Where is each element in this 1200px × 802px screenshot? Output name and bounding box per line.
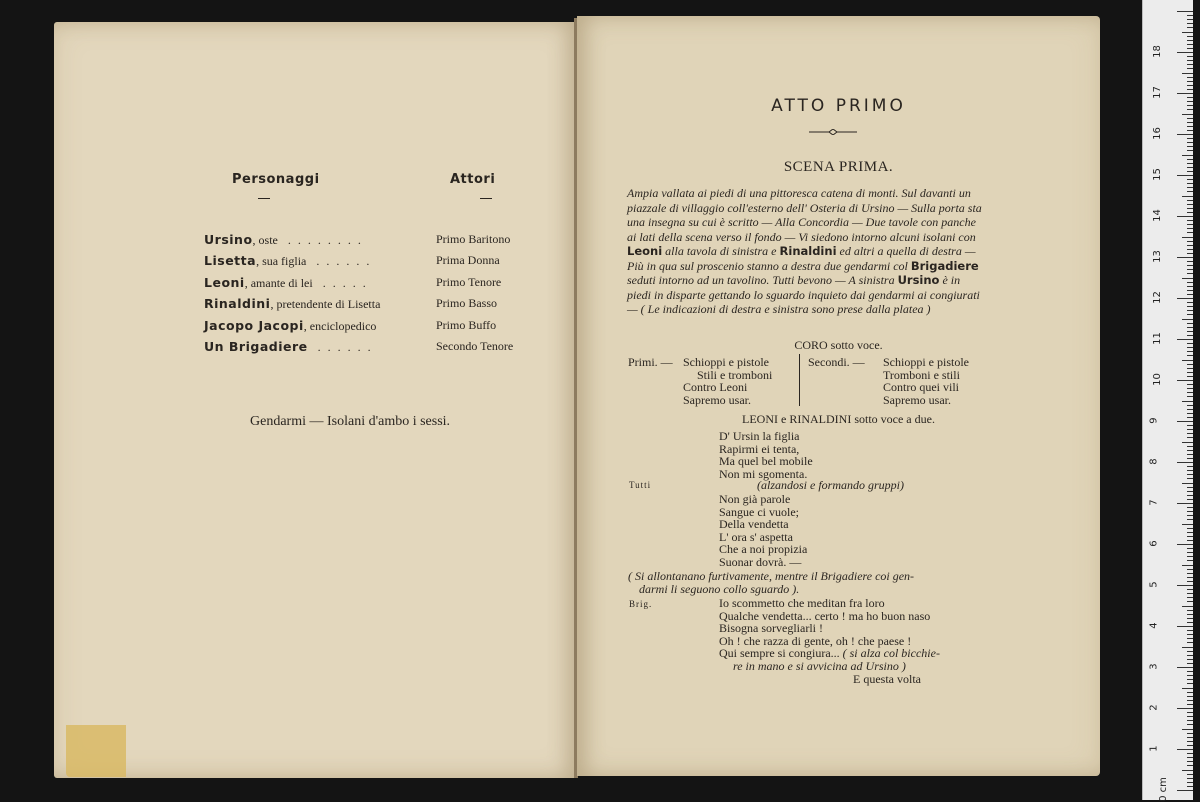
cast-role: Rinaldini (204, 296, 271, 311)
ruler-tick (1177, 216, 1193, 217)
verse-line: Oh ! che razza di gente, oh ! che paese ! (719, 633, 912, 648)
ruler-tick (1187, 593, 1193, 594)
ruler-tick (1187, 655, 1193, 656)
tutti-direction: (alzandosi e formando gruppi) (757, 478, 904, 492)
ruler-tick (1187, 306, 1193, 307)
ruler-tick (1182, 196, 1193, 197)
ruler-tick (1182, 401, 1193, 402)
ruler-tick (1187, 89, 1193, 90)
ruler-tick (1187, 454, 1193, 455)
coro-heading: CORO sotto voce. (794, 338, 883, 352)
ruler-tick (1187, 355, 1193, 356)
ruler-tick (1187, 64, 1193, 65)
ruler-tick (1187, 601, 1193, 602)
ruler-tick (1187, 757, 1193, 758)
cast-description: , enciclopedico (303, 319, 377, 333)
ruler-tick (1182, 442, 1193, 443)
ruler-tick (1182, 73, 1193, 74)
ruler-tick (1177, 749, 1193, 750)
ruler-tick (1187, 581, 1193, 582)
ruler-tick (1182, 606, 1193, 607)
ruler-tick (1187, 343, 1193, 344)
ruler-tick (1177, 667, 1193, 668)
ruler-tick (1187, 179, 1193, 180)
ruler-tick (1187, 663, 1193, 664)
ruler-tick (1187, 122, 1193, 123)
ruler-tick (1187, 733, 1193, 734)
ruler-tick (1182, 278, 1193, 279)
ruler-tick (1182, 32, 1193, 33)
ruler-tick (1187, 200, 1193, 201)
ruler-tick (1187, 573, 1193, 574)
ruler-tick (1182, 688, 1193, 689)
ruler-tick (1187, 540, 1193, 541)
ruler-tick (1187, 778, 1193, 779)
ruler-tick (1187, 741, 1193, 742)
cast-description: , pretendente di Lisetta (270, 297, 381, 311)
ruler-tick (1187, 56, 1193, 57)
primi-label: Primi. — (628, 355, 673, 369)
ruler-tick (1187, 130, 1193, 131)
ruler-tick (1187, 208, 1193, 209)
ruler-number: 0 cm (1157, 777, 1169, 802)
ruler-tick (1187, 761, 1193, 762)
ruler-tick (1187, 261, 1193, 262)
stage-direction-2: ( Si allontanano furtivamente, mentre il Brigadiere coi gen- (628, 569, 915, 583)
verse-line: E questa volta (853, 671, 921, 686)
verse-direction: re in mano e si avvicina ad Ursino ) (733, 658, 906, 673)
ruler-tick (1187, 294, 1193, 295)
ruler-tick (1187, 204, 1193, 205)
ruler-tick (1187, 589, 1193, 590)
ruler-tick (1187, 495, 1193, 496)
ruler-tick (1187, 241, 1193, 242)
stage-direction-2b: darmi li seguono collo sguardo ). (639, 582, 800, 596)
brig-label: Brig. (629, 599, 653, 609)
ruler-tick (1187, 191, 1193, 192)
ruler-tick (1187, 249, 1193, 250)
verse-text: Qui sempre si congiura... (719, 646, 843, 661)
ruler-number: 9 (1148, 417, 1160, 424)
ruler-tick (1182, 237, 1193, 238)
ruler-tick (1177, 626, 1193, 627)
ruler-tick (1187, 429, 1193, 430)
ruler-tick (1187, 44, 1193, 45)
leoni-rinaldini-heading: LEONI e RINALDINI sotto voce a due. (742, 412, 935, 426)
column-separator (799, 354, 800, 406)
ruler-tick (1187, 700, 1193, 701)
ruler-tick (1182, 155, 1193, 156)
ruler-tick (1177, 11, 1193, 12)
verse-line: Contro quei vili (883, 380, 959, 395)
verse-line: D' Ursin la figlia (719, 429, 800, 443)
ruler-number: 6 (1148, 540, 1160, 547)
ruler-tick (1177, 298, 1193, 299)
ruler-tick (1177, 708, 1193, 709)
ruler-tick (1187, 450, 1193, 451)
ruler-tick (1187, 290, 1193, 291)
ruler-tick (1187, 388, 1193, 389)
ruler-tick (1187, 446, 1193, 447)
ruler-number: 18 (1151, 45, 1163, 58)
ruler-tick (1187, 405, 1193, 406)
ruler-tick (1187, 368, 1193, 369)
ruler-tick (1182, 565, 1193, 566)
cast-description: , sua figlia (256, 254, 307, 268)
ruler-tick (1187, 97, 1193, 98)
ruler-tick (1187, 81, 1193, 82)
ruler-tick (1187, 159, 1193, 160)
verse-line: Contro Leoni (683, 380, 748, 395)
ruler-number: 11 (1151, 332, 1163, 345)
ruler-tick (1187, 253, 1193, 254)
ruler-tick (1187, 618, 1193, 619)
cast-row (204, 253, 584, 275)
ruler-tick (1187, 40, 1193, 41)
cast-row (204, 232, 584, 254)
cast-actor: Secondo Tenore (436, 339, 514, 353)
verse-line: Non già parole (719, 492, 791, 506)
ruler-number: 15 (1151, 168, 1163, 181)
ruler-tick (1177, 93, 1193, 94)
ruler-number: 16 (1151, 127, 1163, 140)
ruler-tick (1187, 712, 1193, 713)
ruler-tick (1187, 372, 1193, 373)
ruler-tick (1187, 351, 1193, 352)
ruler-tick (1187, 536, 1193, 537)
verse-line: Sangue ci vuole; (719, 504, 799, 519)
ruler-number: 5 (1148, 581, 1160, 588)
cast-description: , oste (252, 233, 278, 247)
ruler-tick (1187, 118, 1193, 119)
ruler-tick (1187, 77, 1193, 78)
ruler-tick (1187, 692, 1193, 693)
leader-dots: . . . . . (322, 276, 368, 290)
verse-line: Della vendetta (719, 517, 789, 532)
ruler-tick (1187, 437, 1193, 438)
ruler-tick (1187, 569, 1193, 570)
ruler-tick (1187, 499, 1193, 500)
ruler-tick (1187, 507, 1193, 508)
ruler-tick (1187, 68, 1193, 69)
ruler-tick (1187, 478, 1193, 479)
verse-line: Bisogna sorvegliarli ! (719, 621, 823, 636)
ruler-tick (1187, 560, 1193, 561)
ruler-tick (1187, 528, 1193, 529)
verse-line: Qualche vendetta... certo ! ma ho buon naso (719, 608, 931, 623)
ruler-tick (1187, 36, 1193, 37)
ruler-tick (1187, 745, 1193, 746)
act-title: ATTO PRIMO (771, 96, 906, 116)
ruler-tick (1187, 171, 1193, 172)
ruler-tick (1187, 597, 1193, 598)
ruler-tick (1187, 774, 1193, 775)
ruler-tick (1187, 138, 1193, 139)
ruler-tick (1187, 331, 1193, 332)
verse-line: Suonar dovrà. — (719, 554, 802, 569)
verse-direction: ( si alza col bicchie- (842, 646, 940, 661)
cast-actor: Primo Basso (436, 296, 498, 310)
ruler-tick (1187, 282, 1193, 283)
secondi-verses (883, 356, 969, 406)
ruler-tick (1187, 224, 1193, 225)
ruler-tick (1187, 105, 1193, 106)
cast-actor: Primo Baritono (436, 232, 511, 246)
verse-line: Sapremo usar. (883, 392, 951, 407)
cast-role: Un Brigadiere (204, 339, 308, 354)
ruler-tick (1187, 48, 1193, 49)
ruler-tick (1187, 511, 1193, 512)
verse-line: Non mi sgomenta. (719, 466, 808, 481)
ruler-tick (1182, 483, 1193, 484)
tutti-verses (719, 493, 807, 569)
ruler-tick (1187, 704, 1193, 705)
ruler-number: 17 (1151, 86, 1163, 99)
ruler-tick (1177, 380, 1193, 381)
ruler-tick (1187, 552, 1193, 553)
ruler-tick (1187, 376, 1193, 377)
page-stain (66, 725, 126, 777)
ruler-tick (1187, 737, 1193, 738)
ruler-tick (1187, 720, 1193, 721)
ruler-tick (1187, 335, 1193, 336)
ruler-tick (1187, 101, 1193, 102)
verse-line: L' ora s' aspetta (719, 529, 793, 544)
ruler-tick (1187, 265, 1193, 266)
ruler-number: 4 (1148, 622, 1160, 629)
ruler-tick (1187, 409, 1193, 410)
cast-actor: Primo Tenore (436, 275, 502, 289)
leader-dots: . . . . . . (316, 254, 372, 268)
ruler-tick (1187, 491, 1193, 492)
ruler-tick (1187, 675, 1193, 676)
cast-role: Jacopo Jacopi (204, 318, 304, 333)
ruler-tick (1187, 269, 1193, 270)
ruler-tick (1187, 765, 1193, 766)
verse-line: Ma quel bel mobile (719, 454, 813, 469)
ruler-tick (1187, 392, 1193, 393)
ruler-tick (1187, 671, 1193, 672)
cast-actor: Primo Buffo (436, 318, 497, 332)
ruler-tick (1182, 729, 1193, 730)
ruler-tick (1187, 532, 1193, 533)
ruler-tick (1187, 60, 1193, 61)
leader-dots: . . . . . . (317, 340, 373, 354)
cast-description: , amante di lei (244, 276, 313, 290)
ruler-tick (1187, 85, 1193, 86)
ruler-tick (1187, 142, 1193, 143)
ruler-tick (1177, 585, 1193, 586)
ruler-tick (1187, 753, 1193, 754)
divider-dash (258, 198, 270, 199)
ruler-tick (1187, 556, 1193, 557)
ruler-tick (1187, 413, 1193, 414)
cast-row (204, 339, 584, 361)
primi-verses (683, 356, 772, 406)
ruler-tick (1177, 421, 1193, 422)
ruler-tick (1187, 396, 1193, 397)
cast-row (204, 296, 584, 318)
ruler-tick (1187, 716, 1193, 717)
verse-line: Stili e tromboni (697, 367, 773, 382)
ruler-tick (1177, 257, 1193, 258)
ruler-tick (1187, 163, 1193, 164)
ruler-number: 7 (1148, 499, 1160, 506)
ruler-tick (1187, 642, 1193, 643)
ruler-tick (1182, 647, 1193, 648)
ruler-tick (1187, 286, 1193, 287)
ruler-tick (1187, 458, 1193, 459)
ruler-tick (1177, 503, 1193, 504)
tutti-label: Tutti (629, 480, 652, 490)
ruler-tick (1182, 114, 1193, 115)
header-attori: Attori (450, 172, 496, 187)
ruler-tick (1187, 15, 1193, 16)
verse-line: Schioppi e pistole (883, 355, 969, 369)
extras-line: Gendarmi — Isolani d'ambo i sessi. (250, 414, 451, 429)
ruler-tick (1187, 146, 1193, 147)
ruler-tick (1187, 310, 1193, 311)
scene-title: SCENA PRIMA. (783, 159, 894, 175)
ruler-tick (1182, 319, 1193, 320)
ruler-tick (1187, 364, 1193, 365)
ruler-tick (1187, 433, 1193, 434)
ruler-tick (1187, 167, 1193, 168)
verse-line: Rapirmi ei tenta, (719, 441, 800, 456)
ruler-tick (1187, 610, 1193, 611)
ornament-divider (809, 129, 857, 135)
cast-actor: Prima Donna (436, 253, 500, 267)
ruler-tick (1187, 466, 1193, 467)
ruler-number: 14 (1151, 209, 1163, 222)
ruler-tick (1187, 232, 1193, 233)
ruler-tick (1187, 327, 1193, 328)
ruler-tick (1187, 724, 1193, 725)
ruler-tick (1187, 614, 1193, 615)
ruler-tick (1177, 790, 1193, 791)
ruler-tick (1187, 634, 1193, 635)
left-page (54, 22, 576, 778)
ruler-tick (1177, 339, 1193, 340)
ruler-tick (1187, 347, 1193, 348)
header-personaggi: Personaggi (232, 172, 320, 187)
ruler-tick (1187, 487, 1193, 488)
ruler-tick (1187, 212, 1193, 213)
ruler-tick (1187, 651, 1193, 652)
duet-verses (719, 430, 813, 480)
ruler-tick (1187, 27, 1193, 28)
ruler-tick (1187, 425, 1193, 426)
verse-line: Che a noi propizia (719, 542, 808, 557)
ruler-number: 3 (1148, 663, 1160, 670)
ruler-tick (1182, 524, 1193, 525)
ruler-number: 10 (1151, 373, 1163, 386)
ruler-number: 13 (1151, 250, 1163, 263)
cast-role: Ursino (204, 232, 253, 247)
cast-row (204, 275, 584, 297)
ruler-number: 2 (1148, 704, 1160, 711)
cast-row (204, 318, 584, 340)
ruler-tick (1187, 323, 1193, 324)
ruler-tick (1187, 220, 1193, 221)
measuring-ruler (1142, 0, 1193, 800)
right-page (577, 16, 1100, 776)
ruler-tick (1177, 52, 1193, 53)
ruler-tick (1187, 19, 1193, 20)
ruler-tick (1187, 696, 1193, 697)
divider-dash (480, 198, 492, 199)
ruler-tick (1187, 183, 1193, 184)
ruler-tick (1187, 245, 1193, 246)
ruler-tick (1177, 462, 1193, 463)
verse-line: Tromboni e stili (883, 367, 960, 382)
ruler-tick (1187, 228, 1193, 229)
ruler-tick (1187, 786, 1193, 787)
ruler-tick (1177, 134, 1193, 135)
verse-line: Sapremo usar. (683, 392, 751, 407)
ruler-tick (1182, 360, 1193, 361)
ruler-tick (1187, 384, 1193, 385)
leader-dots: . . . . . . . . (287, 233, 363, 247)
cast-role: Lisetta (204, 253, 257, 268)
ruler-tick (1187, 417, 1193, 418)
ruler-tick (1187, 273, 1193, 274)
ruler-tick (1187, 683, 1193, 684)
verse-line: Schioppi e pistole (683, 355, 769, 369)
ruler-tick (1187, 577, 1193, 578)
ruler-tick (1187, 23, 1193, 24)
stage-direction: Ampia vallata ai piedi di una pittoresca catena di monti. Sul davanti un piazzale di villaggio coll'esterno dell' Osteria di Ursino — Sulla porta sta una insegna su cui è scritto — Alla Concordia — Due tavole con panche ai lati della scena verso il fondo — Vi siedono intorno alcuni isolani con Leoni alla tavola di sinistra e Rinaldini ed altri a quella di destra — Più in qua sul proscenio stanno a destra due gendarmi col Brigadiere seduti intorno ad un tavolino. Tutti bevono — A sinistra Ursino è in piedi in disparte gettando lo sguardo inquieto dai gendarmi ai congiurati — ( Le indicazioni di destra e sinistra sono prese dalla platea ) (627, 186, 982, 316)
ruler-tick (1187, 519, 1193, 520)
ruler-number: 1 (1148, 745, 1160, 752)
ruler-tick (1187, 314, 1193, 315)
ruler-tick (1187, 470, 1193, 471)
ruler-tick (1187, 109, 1193, 110)
ruler-tick (1187, 515, 1193, 516)
ruler-tick (1187, 630, 1193, 631)
cast-role: Leoni (204, 275, 245, 290)
ruler-tick (1187, 782, 1193, 783)
ruler-number: 12 (1151, 291, 1163, 304)
ruler-tick (1177, 544, 1193, 545)
ruler-tick (1187, 548, 1193, 549)
ruler-tick (1187, 302, 1193, 303)
verse-line: Io scommetto che meditan fra loro (719, 596, 885, 610)
ruler-tick (1187, 126, 1193, 127)
ruler-tick (1182, 770, 1193, 771)
brig-verses (719, 597, 940, 685)
ruler-tick (1177, 175, 1193, 176)
ruler-tick (1187, 638, 1193, 639)
secondi-label: Secondi. — (808, 355, 865, 369)
ruler-tick (1187, 474, 1193, 475)
ruler-tick (1187, 659, 1193, 660)
ruler-tick (1187, 622, 1193, 623)
ruler-tick (1187, 187, 1193, 188)
ruler-tick (1187, 150, 1193, 151)
ruler-number: 8 (1148, 458, 1160, 465)
ruler-tick (1187, 679, 1193, 680)
